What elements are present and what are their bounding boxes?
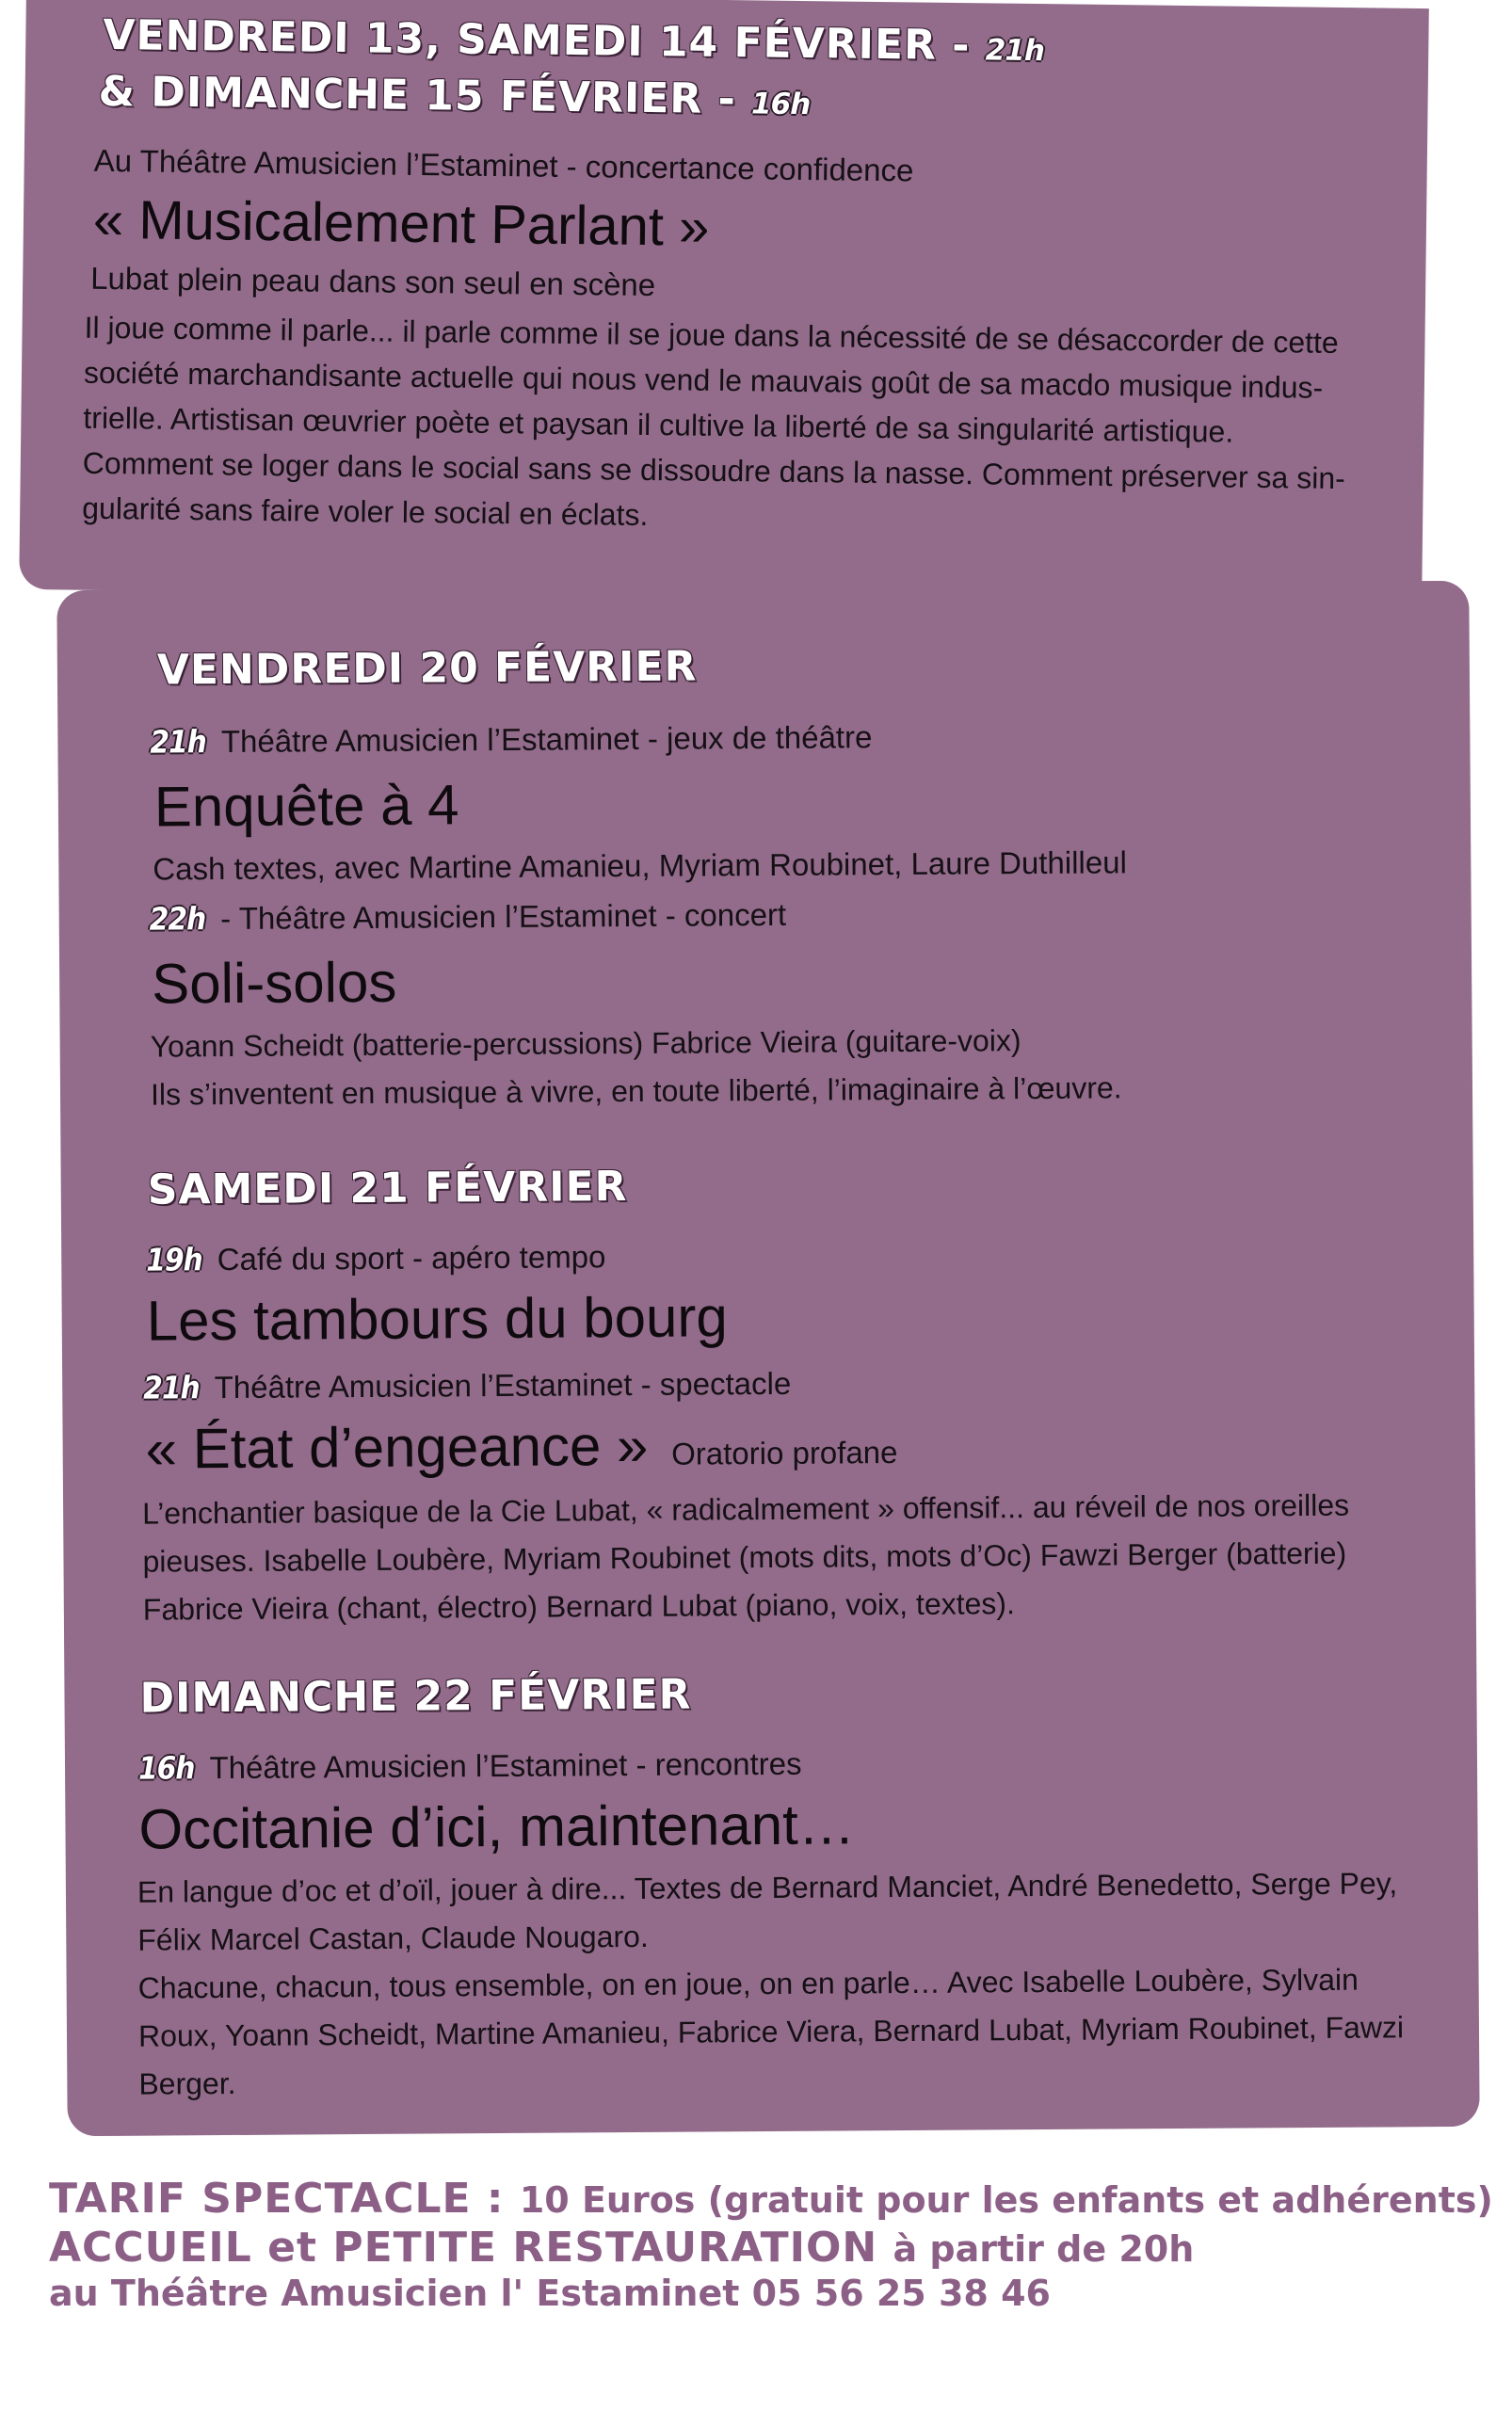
time-badge: 21h [143, 1369, 200, 1406]
event-info-line [146, 1238, 605, 1277]
event-info-line [143, 1365, 791, 1406]
venue-text: Café du sport - apéro tempo [217, 1239, 606, 1277]
description-line: Roux, Yoann Scheidt, Martine Amanieu, Fabrice Viera, Bernard Lubat, Myriam Roubinet, Fawzi [137, 2010, 1405, 2053]
venue-line: Au Théâtre Amusicien l’Estaminet - concertance confidence [93, 142, 914, 188]
welcome-label: ACCUEIL et PETITE RESTAURATION [49, 2224, 893, 2272]
event-title: « État d’engeance » [145, 1413, 649, 1481]
time-badge: 22h [149, 900, 206, 938]
venue-text: Théâtre Amusicien l’Estaminet - rencontres [209, 1745, 802, 1786]
time-badge: 16h [750, 87, 811, 122]
description-line: Fabrice Vieira (chant, électro) Bernard Lubat (piano, voix, textes). [142, 1586, 1016, 1627]
description-line: société marchandisante actuelle qui nous vend le mauvais goût de sa macdo musique indus- [83, 355, 1324, 405]
description-line: Yoann Scheidt (batterie-percussions) Fabrice Vieira (guitare-voix) [150, 1023, 1021, 1064]
pricing-value: 10 Euros (gratuit pour les enfants et adhérents) [519, 2179, 1493, 2221]
welcome-time: à partir de 20h [893, 2228, 1195, 2270]
venue-phone: au Théâtre Amusicien l' Estaminet 05 56 25 38 46 [49, 2273, 1051, 2314]
description-line: Il joue comme il parle... il parle comme il se joue dans la nécessité de se désaccorder de cette [84, 310, 1339, 360]
event-title: Enquête à 4 [153, 773, 459, 839]
event-subtitle: Oratorio profane [671, 1435, 898, 1471]
date-heading-1 [103, 11, 1059, 71]
event-description [137, 1859, 1405, 2108]
event-title: Occitanie d’ici, maintenant… [138, 1792, 856, 1861]
event-description [142, 1482, 1350, 1634]
description-line: Chacune, chacun, tous ensemble, on en joue, on en parle… Avec Isabelle Loubère, Sylvain [137, 1962, 1359, 2005]
time-badge: 19h [146, 1241, 202, 1278]
venue-text: Théâtre Amusicien l’Estaminet - spectacle [214, 1365, 792, 1406]
description-line: trielle. Artistisan œuvrier poète et paysan il cultive la liberté de sa singularité artistique. [83, 400, 1234, 449]
event-description [150, 1016, 1121, 1118]
description-line: L’enchantier basique de la Cie Lubat, « radicalmement » offensif... au réveil de nos oreilles [142, 1487, 1350, 1531]
date-heading-2 [98, 68, 825, 124]
description-line: Ils s’inventent en musique à vivre, en toute liberté, l’imaginaire à l’œuvre. [150, 1070, 1122, 1112]
time-badge: 21h [985, 33, 1045, 69]
description-line: gularité sans faire voler le social en éclats. [82, 490, 649, 533]
description-line: Comment se loger dans le social sans se dissoudre dans la nasse. Comment préserver sa sin- [82, 445, 1346, 496]
venue-text: - Théâtre Amusicien l’Estaminet - concert [220, 896, 787, 937]
event-title: « Musicalement Parlant » [92, 188, 710, 258]
time-badge: 16h [137, 1749, 195, 1787]
description-line: Berger. [138, 2065, 236, 2101]
time-badge: 21h [150, 723, 207, 761]
venue-text: Théâtre Amusicien l’Estaminet - jeux de théâtre [220, 719, 873, 760]
event-panel-2 [56, 581, 1479, 2136]
day-heading: VENDREDI 20 FÉVRIER [156, 642, 698, 695]
pricing-label: TARIF SPECTACLE : [49, 2175, 520, 2223]
event-panel-1 [19, 0, 1429, 606]
event-info-line [138, 1745, 802, 1787]
description-line: pieuses. Isabelle Loubère, Myriam Roubinet (mots dits, mots d’Oc) Fawzi Berger (batterie) [142, 1535, 1347, 1579]
event-subtitle: Lubat plein peau dans son seul en scène [89, 260, 656, 303]
date-line-1: VENDREDI 13, SAMEDI 14 FÉVRIER - [103, 10, 987, 71]
event-info-line [150, 896, 787, 938]
date-line-2: & DIMANCHE 15 FÉVRIER - [98, 67, 752, 124]
event-title: Les tambours du bourg [146, 1285, 728, 1353]
footer-welcome [49, 2224, 1194, 2272]
footer-venue-phone [49, 2273, 1051, 2314]
description-line: Félix Marcel Castan, Claude Nougaro. [137, 1919, 649, 1957]
day-heading: SAMEDI 21 FÉVRIER [147, 1163, 628, 1214]
footer-pricing [49, 2175, 1493, 2223]
event-description [82, 305, 1347, 546]
description-line: En langue d’oc et d’oïl, jouer à dire... Textes de Bernard Manciet, André Benedetto, Serge Pey, [137, 1866, 1398, 1909]
event-description: Cash textes, avec Martine Amanieu, Myriam Roubinet, Laure Duthilleul [153, 844, 1127, 887]
event-title-row [145, 1411, 897, 1482]
day-heading: DIMANCHE 22 FÉVRIER [139, 1670, 692, 1723]
event-info-line [150, 718, 872, 760]
event-title: Soli-solos [151, 950, 397, 1016]
